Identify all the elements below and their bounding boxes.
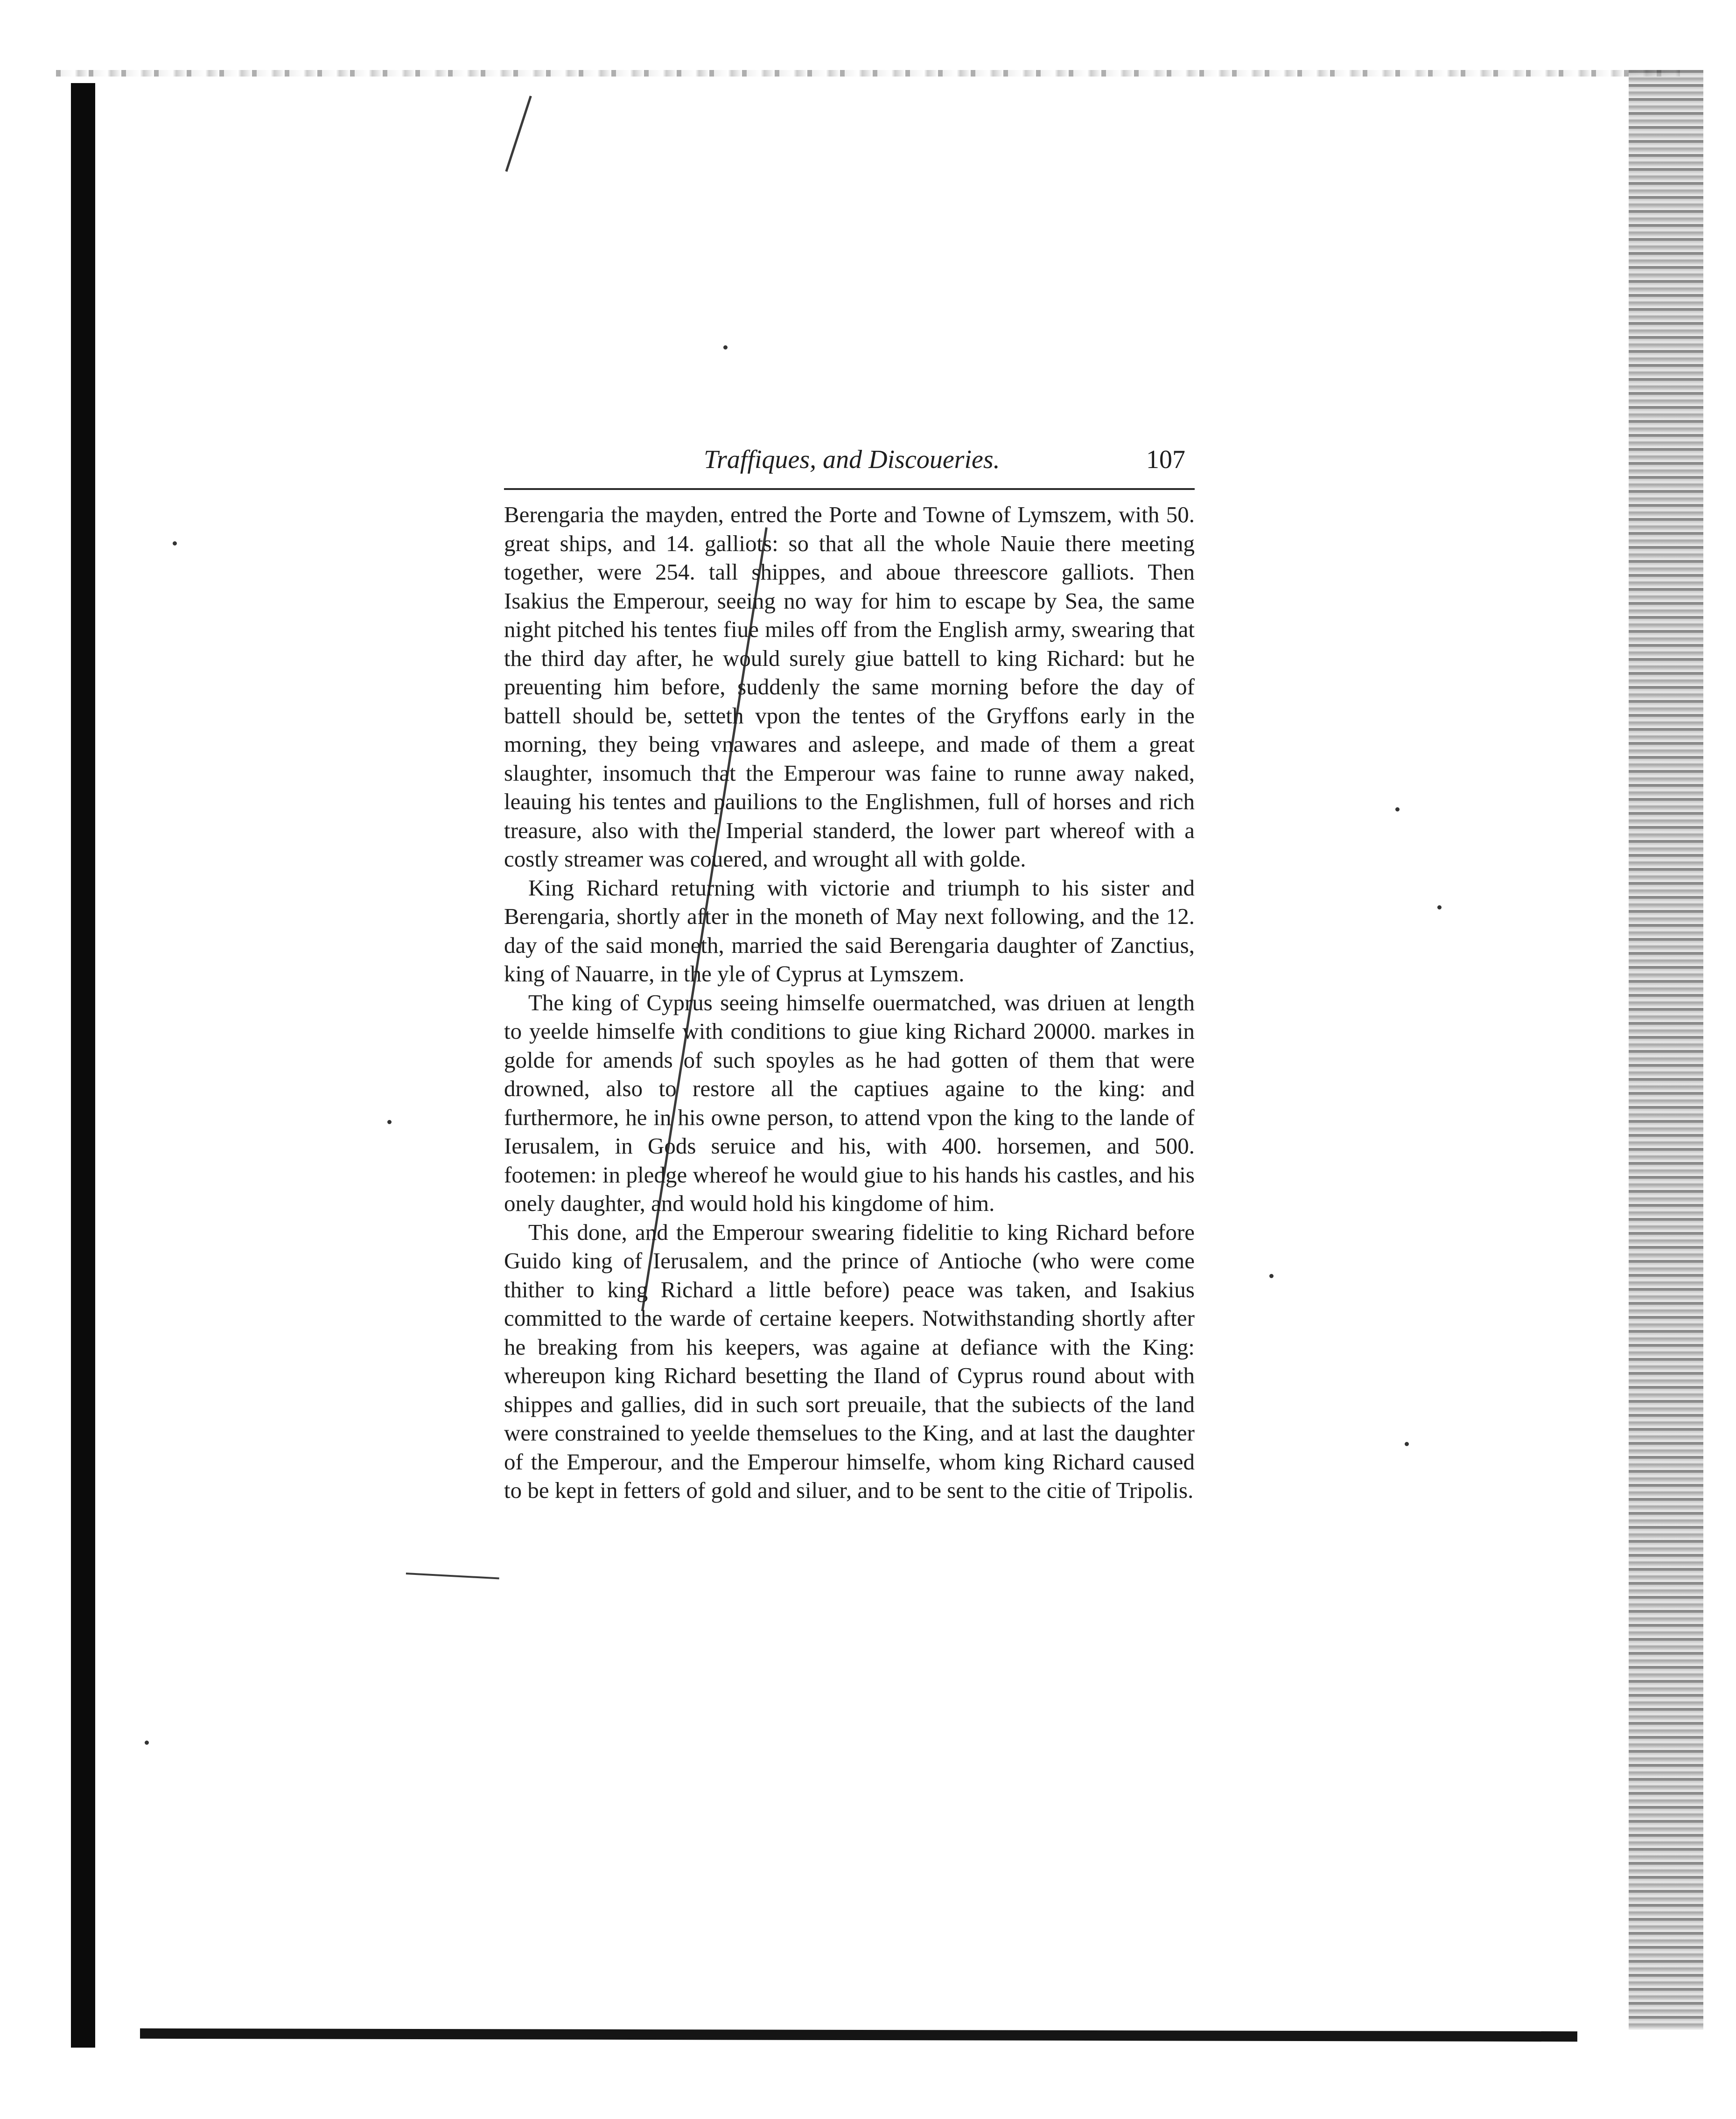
dust-speck: [1405, 1442, 1409, 1446]
dust-speck: [1437, 905, 1442, 909]
dust-speck: [1269, 1274, 1274, 1278]
scan-edge-right: [1629, 70, 1703, 2030]
stray-ink-mark: [406, 1573, 499, 1579]
dust-speck: [145, 1741, 149, 1745]
paragraph: King Richard returning with victorie and triumph to his sister and Berengaria, shortly after in the moneth of May next following, and the 12. day of the said moneth, married the said Berengaria daughter of Zanctius, king of Nauarre, in the yle of Cyprus at Lymszem.: [504, 874, 1195, 986]
scan-border-bottom: [140, 2028, 1577, 2042]
running-head: Traffiques, and Discoueries.: [704, 445, 1000, 474]
dust-speck: [723, 345, 728, 350]
body-text: [504, 500, 1195, 1505]
scan-border-left: [71, 83, 95, 2048]
header-rule: [504, 488, 1195, 490]
stray-ink-mark: [505, 96, 532, 172]
dust-speck: [387, 1120, 392, 1124]
paragraph: The king of Cyprus seeing himselfe ouermatched, was driuen at length to yeelde himselfe with conditions to giue king Richard 20000. markes in golde for amends of such spoyles as he had gotten of them that were drowned, also to restore all the captiues againe to the king: and furthermore, he in his owne person, to attend vpon the king to the lande of Ierusalem, in Gods seruice and his, with 400. horsemen, and 500. footemen: in pledge whereof he would giue to his hands his castles, and his onely daughter, and would hold his kingdome of him.: [504, 989, 1195, 1216]
page-number: 107: [1146, 445, 1185, 474]
page-header: [504, 441, 1195, 485]
scan-edge-top: [56, 70, 1680, 77]
dust-speck: [1395, 807, 1400, 811]
paragraph: Berengaria the mayden, entred the Porte and Towne of Lymszem, with 50. great ships, and 14. galliots: so that all the whole Nauie there meeting together, were 254. tall shippes, and aboue threescore galliots. Then Isakius the Emperour, seeing no way for him to escape by Sea, the same night pitched his tentes fiue miles off from the English army, swearing that the third day after, he would surely giue battell to king Richard: but he preuenting him before, suddenly the same morning before the day of battell should be, setteth vpon the tentes of the Gryffons early in the morning, they being vnawares and asleepe, and made of them a great slaughter, insomuch that the Emperour was faine to runne away naked, leauing his tentes and pauilions to the Englishmen, full of horses and rich treasure, also with the Imperial standerd, the lower part whereof with a costly streamer was couered, and wrought all with golde.: [504, 502, 1195, 872]
dust-speck: [173, 541, 177, 545]
paragraph: This done, and the Emperour swearing fidelitie to king Richard before Guido king of Ierusalem, and the prince of Antioche (who were come thither to king Richard a little before) peace was taken, and Isakius committed to the warde of certaine keepers. Notwithstanding shortly after he breaking from his keepers, was againe at defiance with the King: whereupon king Richard besetting the Iland of Cyprus round about with shippes and gallies, did in such sort preuaile, that the subiects of the land were constrained to yeelde themselues to the King, and at last the daughter of the Emperour, and the Emperour himselfe, whom king Richard caused to be kept in fetters of gold and siluer, and to be sent to the citie of Tripolis.: [504, 1219, 1195, 1503]
